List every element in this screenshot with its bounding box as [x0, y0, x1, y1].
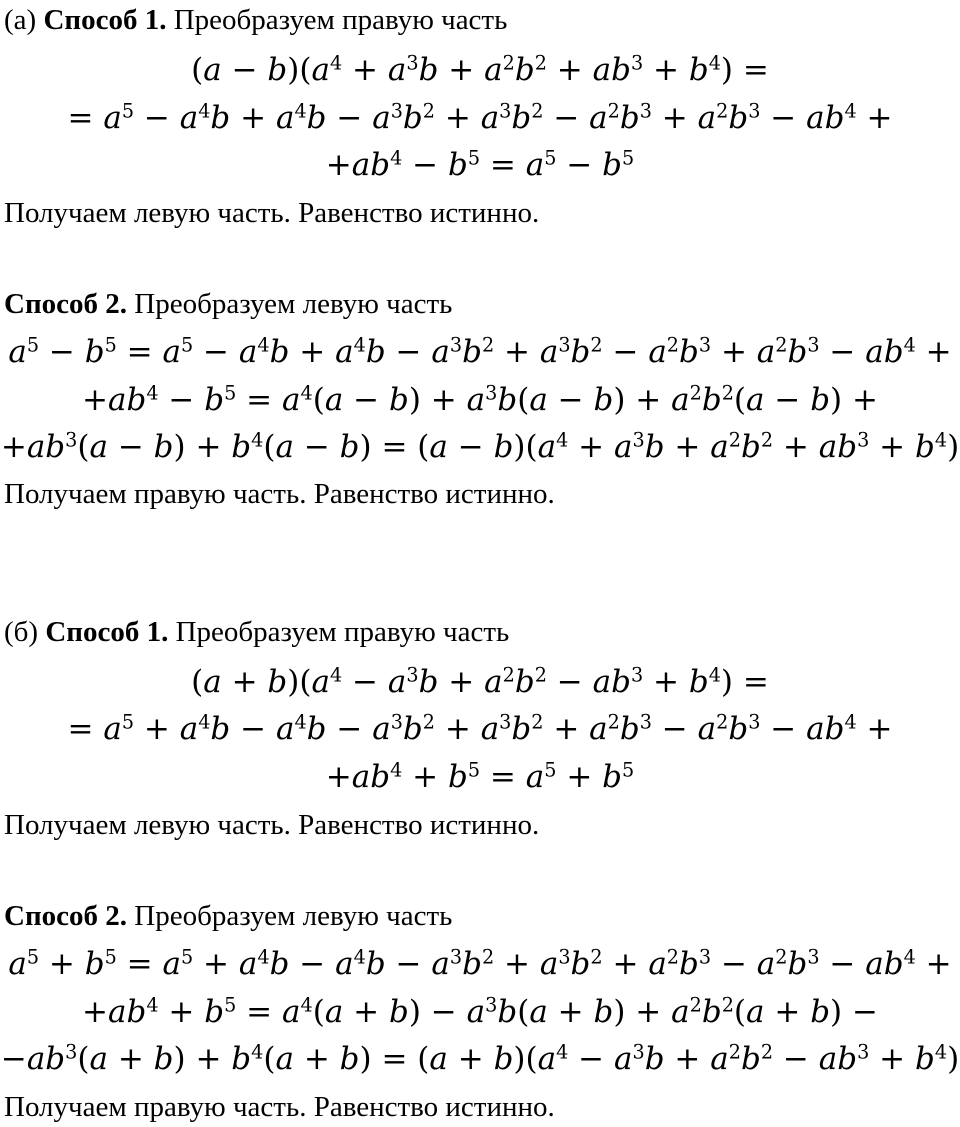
part-b-method-2-intro: Преобразуем левую часть: [127, 900, 453, 932]
part-b-method-1-conclusion: Получаем левую часть. Равенство истинно.: [4, 809, 540, 841]
part-a-method-1-heading: [4, 6, 507, 35]
equation-line: $+ab^4 - b^5 = a^4(a - b) + a^3b(a - b) + a^2b^2(a - b)$ +: [82, 381, 878, 418]
part-a-method-1-intro: Преобразуем правую часть: [166, 4, 508, 36]
part-b-method-1-intro: Преобразуем правую часть: [168, 616, 510, 648]
part-b-method-2-heading: [4, 902, 452, 931]
equation-line: $+ab^4 + b^5 = a^4(a + b) - a^3b(a + b) + a^2b^2(a + b)$ −: [82, 993, 878, 1030]
equation-line: $+ab^4 + b^5 = a^5 + b^5$: [325, 758, 635, 795]
part-b-method-2-conclusion: Получаем правую часть. Равенство истинно.: [4, 1091, 555, 1123]
equation-line: $a^5 - b^5 = a^5 - a^4b + a^4b - a^3b^2 + a^3b^2 - a^2b^3 + a^2b^3 - ab^4$ +: [8, 333, 952, 370]
part-a-method-2-label: Способ 2.: [4, 288, 128, 320]
equation-line: = $a^5 + a^4b - a^4b - a^3b^2 + a^3b^2 + a^2b^3 - a^2b^3 - ab^4$ +: [67, 710, 893, 747]
equation-line: $+ab^3(a - b) + b^4(a - b) = (a - b)(a^4 + a^3b + a^2b^2 + ab^3 + b^4)$: [0, 428, 960, 465]
equation-line: $a^5 + b^5 = a^5 + a^4b - a^4b - a^3b^2 + a^3b^2 + a^2b^3 - a^2b^3 - ab^4$ +: [8, 945, 952, 982]
part-a-method-2-intro: Преобразуем левую часть: [127, 288, 453, 320]
equation-line: = $a^5 - a^4b + a^4b - a^3b^2 + a^3b^2 - a^2b^3 + a^2b^3 - ab^4$ +: [67, 99, 893, 136]
equation-line: $-ab^3(a + b) + b^4(a + b) = (a + b)(a^4 - a^3b + a^2b^2 - ab^3 + b^4)$: [0, 1040, 960, 1077]
part-a-prefix: (а): [4, 4, 44, 36]
part-a-method-2-heading: [4, 290, 452, 319]
equation-line: $(a - b)(a^4 + a^3b + a^2b^2 + ab^3 + b^4)$ =: [191, 51, 769, 88]
part-b-prefix: (б): [4, 616, 46, 648]
part-a-method-2-conclusion: Получаем правую часть. Равенство истинно.: [4, 478, 555, 510]
part-a-method-1-label: Способ 1.: [43, 4, 167, 36]
part-b-method-2-label: Способ 2.: [4, 900, 128, 932]
part-b-method-1-label: Способ 1.: [45, 616, 169, 648]
equation-line: $(a + b)(a^4 - a^3b + a^2b^2 - ab^3 + b^4)$ =: [191, 663, 769, 700]
equation-line: $+ab^4 - b^5 = a^5 - b^5$: [325, 146, 635, 183]
part-a-method-1-conclusion: Получаем левую часть. Равенство истинно.: [4, 197, 540, 229]
part-b-method-1-heading: [4, 618, 509, 647]
